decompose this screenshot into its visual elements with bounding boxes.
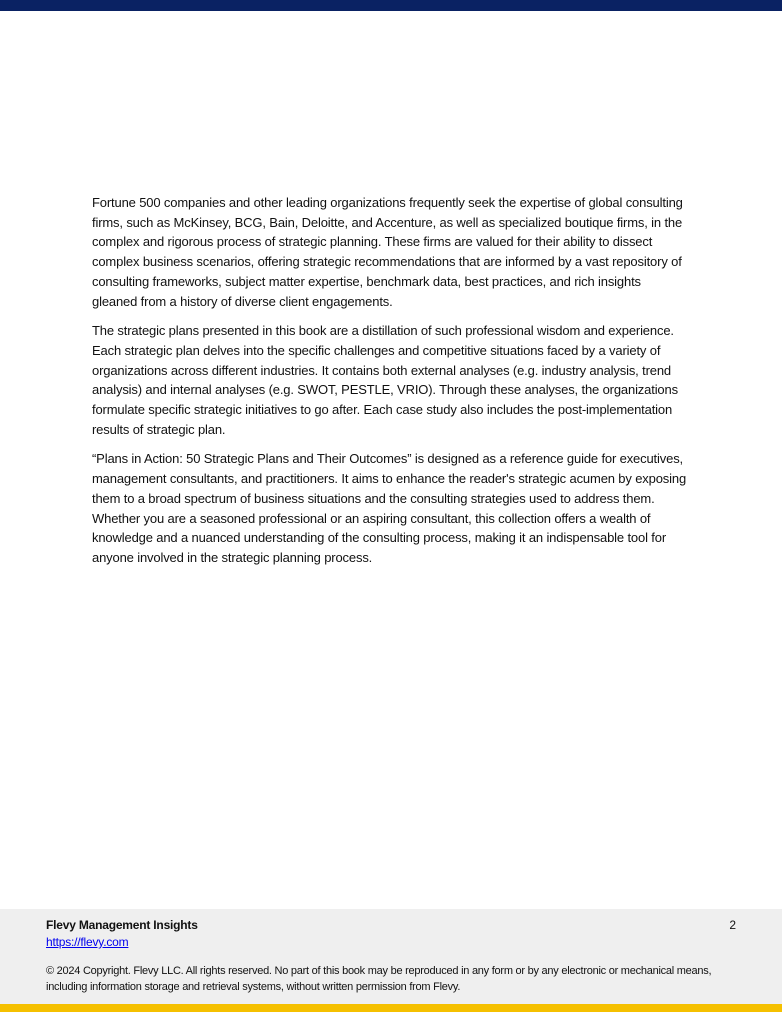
flevy-link[interactable]: https://flevy.com [46,935,129,949]
body-paragraph-1: Fortune 500 companies and other leading organizations frequently seek the expertise of global consulting firms, such as McKinsey, BCG, Bain, Deloitte, and Accenture, as well as specialized boutique firms, in the complex and rigorous process of strategic planning. These firms are valued for their ability to dissect complex business scenarios, offering strategic recommendations that are informed by a vast repository of consulting frameworks, subject matter expertise, benchmark data, best practices, and rich insights gleaned from a history of diverse client engagements. [92,195,683,309]
copyright-notice: © 2024 Copyright. Flevy LLC. All rights reserved. No part of this book may be reproduced in any form or by any electronic or mechanical means, including information storage and retrieval systems, without written permission from Flevy. [46,965,712,993]
top-accent-bar [0,0,782,11]
body-paragraph-2: The strategic plans presented in this book are a distillation of such professional wisdom and experience. Each strategic plan delves into the specific challenges and competitive situations faced by a variety of organizations across different industries. It contains both external analyses (e.g. industry analysis, trend analysis) and internal analyses (e.g. SWOT, PESTLE, VRIO). Through these analyses, the organizations formulate specific strategic initiatives to go after. Each case study also includes the post-implementation results of strategic plan. [92,323,678,437]
page-body [92,193,688,578]
page-footer [0,909,782,1004]
footer-brand: Flevy Management Insights [46,918,198,932]
bottom-accent-bar [0,1004,782,1012]
page-number: 2 [729,918,736,932]
body-paragraph-3: “Plans in Action: 50 Strategic Plans and Their Outcomes” is designed as a reference guide for executives, management consultants, and practitioners. It aims to enhance the reader's strategic acumen by exposing them to a broad spectrum of business situations and the consulting strategies used to address them. Whether you are a seasoned professional or an aspiring consultant, this collection offers a wealth of knowledge and a nuanced understanding of the consulting process, making it an indispensable tool for anyone involved in the strategic planning process. [92,451,687,565]
